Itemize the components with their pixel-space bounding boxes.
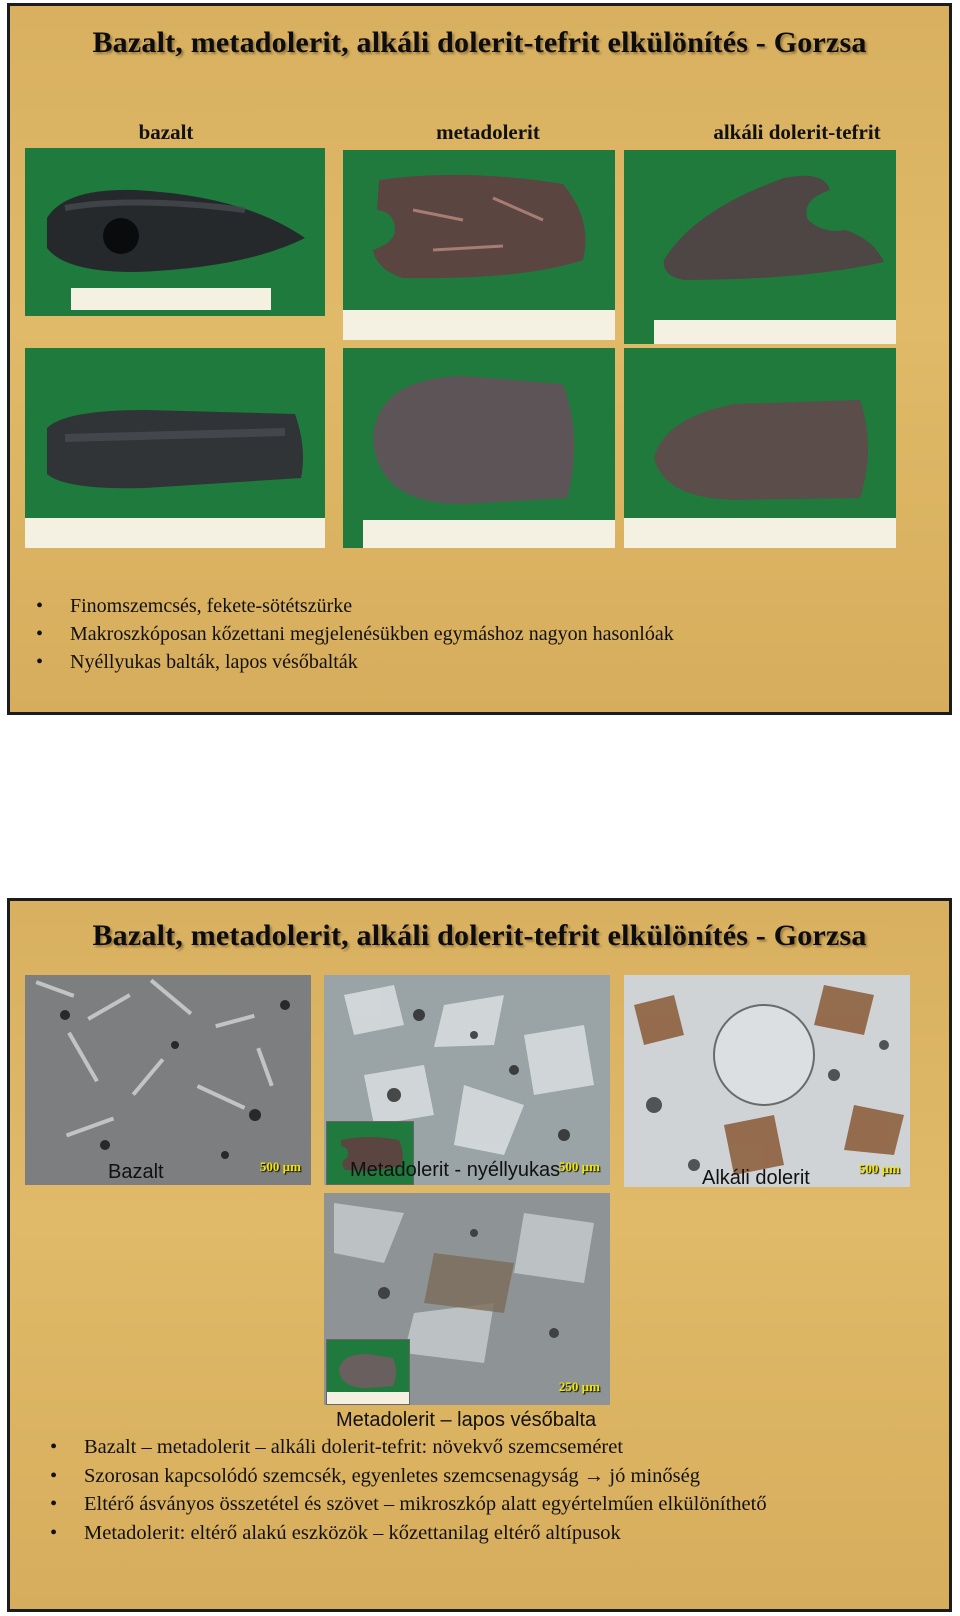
slide2-title: Bazalt, metadolerit, alkáli dolerit-tefrit elkülönítés - Gorzsa (92, 919, 867, 952)
caption-alkali-dolerit: Alkáli dolerit (702, 1167, 810, 1189)
scalebar-label: 500 µm (558, 1159, 600, 1174)
caption-metadolerit-nyellyukas: Metadolerit - nyéllyukas (350, 1159, 561, 1181)
micrograph-metadolerit-nyellyukas (324, 975, 610, 1185)
column-label-bazalt: bazalt (138, 120, 194, 144)
scalebar-label: 500 µm (259, 1159, 301, 1174)
scalebar-label: 500 µm (858, 1161, 900, 1176)
photo-alkali-axe-hole (624, 150, 896, 344)
photo-alkali-chisel (624, 348, 896, 548)
caption-metadolerit-lapos: Metadolerit – lapos vésőbalta (336, 1409, 597, 1431)
slide-macroscopic (7, 3, 952, 715)
caption-bazalt: Bazalt (108, 1161, 164, 1183)
slide1-bullet-list (32, 592, 674, 676)
bullet-item: • Metadolerit: eltérő alakú eszközök – kőzettanilag eltérő altípusok (46, 1519, 767, 1548)
slide-microscopic (7, 898, 952, 1612)
bullet-item: • Nyéllyukas balták, lapos vésőbalták (32, 648, 674, 676)
photo-bazalt-chisel (25, 348, 325, 548)
photo-metadolerit-axe-hole (343, 150, 615, 340)
inset-photo-chisel (326, 1339, 410, 1405)
micrograph-alkali-dolerit (624, 975, 910, 1187)
scalebar-label: 250 µm (558, 1379, 600, 1394)
slide2-bullet-list (46, 1433, 767, 1547)
bullet-item: • Finomszemcsés, fekete-sötétszürke (32, 592, 674, 620)
micrograph-bazalt (25, 975, 311, 1185)
bullet-item: • Bazalt – metadolerit – alkáli dolerit-tefrit: növekvő szemcseméret (46, 1433, 767, 1462)
photo-bazalt-axe-hole (25, 148, 325, 316)
column-label-alkali: alkáli dolerit-tefrit (713, 120, 881, 144)
bullet-item: • Makroszkóposan kőzettani megjelenésükben egymáshoz nagyon hasonlóak (32, 620, 674, 648)
photo-metadolerit-chisel (343, 348, 615, 548)
micrograph-metadolerit-lapos (324, 1193, 610, 1405)
bullet-item: • Szorosan kapcsolódó szemcsék, egyenletes szemcsenagyság → jó minőség (46, 1462, 767, 1491)
slide1-title: Bazalt, metadolerit, alkáli dolerit-tefrit elkülönítés - Gorzsa (92, 26, 867, 59)
column-label-metadolerit: metadolerit (436, 120, 540, 144)
bullet-item: • Eltérő ásványos összetétel és szövet – mikroszkóp alatt egyértelműen elkülöníthető (46, 1490, 767, 1519)
